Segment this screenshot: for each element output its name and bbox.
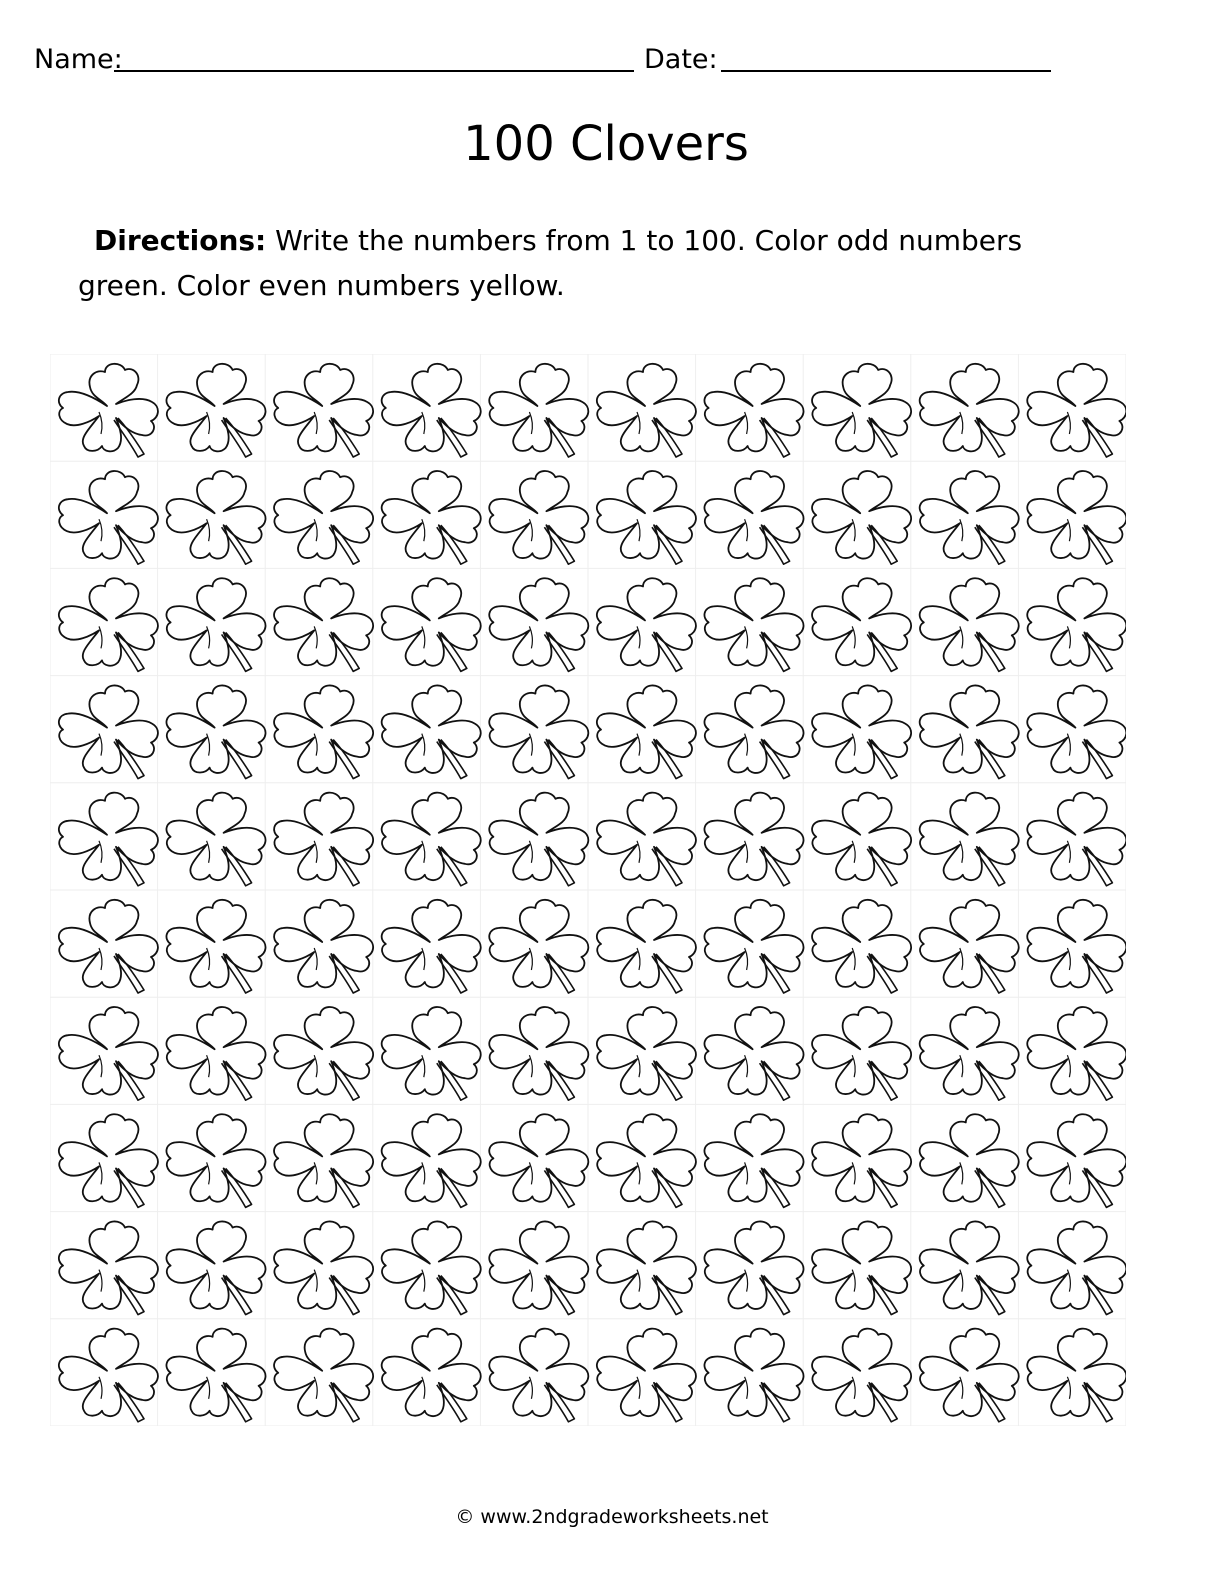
clover-icon[interactable]: [812, 685, 911, 778]
clover-icon[interactable]: [920, 900, 1019, 993]
clover-icon[interactable]: [59, 1007, 158, 1100]
clover-icon[interactable]: [597, 793, 696, 886]
clover-icon[interactable]: [704, 1007, 803, 1100]
clover-icon[interactable]: [704, 1114, 803, 1207]
clover-icon[interactable]: [166, 685, 265, 778]
clover-icon[interactable]: [489, 578, 588, 671]
clover-icon[interactable]: [597, 471, 696, 564]
clover-icon[interactable]: [59, 364, 158, 457]
clover-icon[interactable]: [812, 900, 911, 993]
clover-grid: [50, 354, 1126, 1426]
clover-icon[interactable]: [489, 793, 588, 886]
clover-icon[interactable]: [597, 1007, 696, 1100]
clover-icon[interactable]: [489, 1221, 588, 1314]
clover-icon[interactable]: [166, 1329, 265, 1422]
clover-icon[interactable]: [59, 1114, 158, 1207]
directions: [78, 218, 1088, 308]
clover-icon[interactable]: [920, 1329, 1019, 1422]
name-label: Name:: [34, 44, 123, 75]
clover-icon[interactable]: [812, 578, 911, 671]
clover-icon[interactable]: [274, 685, 373, 778]
clover-icon[interactable]: [489, 1007, 588, 1100]
clover-icon[interactable]: [489, 1329, 588, 1422]
clover-icon[interactable]: [166, 578, 265, 671]
clover-icon[interactable]: [704, 578, 803, 671]
clover-icon[interactable]: [59, 900, 158, 993]
clover-icon[interactable]: [704, 1329, 803, 1422]
clover-icon[interactable]: [274, 900, 373, 993]
clover-icon[interactable]: [166, 1114, 265, 1207]
clover-icon[interactable]: [382, 1114, 481, 1207]
clover-icon[interactable]: [489, 364, 588, 457]
clover-icon[interactable]: [382, 685, 481, 778]
clover-icon[interactable]: [812, 1007, 911, 1100]
clover-icon[interactable]: [1027, 364, 1126, 457]
clover-icon[interactable]: [597, 364, 696, 457]
clover-icon[interactable]: [382, 471, 481, 564]
clover-icon[interactable]: [920, 1221, 1019, 1314]
clover-icon[interactable]: [812, 471, 911, 564]
clover-icon[interactable]: [812, 793, 911, 886]
clover-icon[interactable]: [166, 471, 265, 564]
clover-icon[interactable]: [704, 900, 803, 993]
date-label: Date:: [644, 44, 718, 75]
clover-icon[interactable]: [812, 364, 911, 457]
clover-icon[interactable]: [920, 793, 1019, 886]
copyright-footer: © www.2ndgradeworksheets.net: [455, 1506, 769, 1528]
clover-icon[interactable]: [166, 793, 265, 886]
clover-icon[interactable]: [1027, 1114, 1126, 1207]
clover-icon[interactable]: [274, 1329, 373, 1422]
clover-icon[interactable]: [166, 364, 265, 457]
clover-icon[interactable]: [1027, 471, 1126, 564]
clover-icon[interactable]: [597, 1114, 696, 1207]
clover-icon[interactable]: [274, 1007, 373, 1100]
clover-icon[interactable]: [1027, 685, 1126, 778]
clover-icon[interactable]: [704, 471, 803, 564]
clover-icon[interactable]: [59, 578, 158, 671]
clover-icon[interactable]: [812, 1114, 911, 1207]
directions-text: Write the numbers from 1 to 100. Color odd numbers green. Color even numbers yellow.: [78, 224, 1023, 302]
clover-icon[interactable]: [382, 900, 481, 993]
clover-icon[interactable]: [59, 793, 158, 886]
clover-icon[interactable]: [166, 900, 265, 993]
clover-icon[interactable]: [489, 900, 588, 993]
clover-icon[interactable]: [489, 1114, 588, 1207]
clover-icon[interactable]: [1027, 578, 1126, 671]
clover-icon[interactable]: [382, 1007, 481, 1100]
clover-icon[interactable]: [1027, 793, 1126, 886]
clover-icon[interactable]: [920, 1114, 1019, 1207]
clover-icon[interactable]: [597, 685, 696, 778]
clover-icon[interactable]: [274, 1221, 373, 1314]
clover-icon[interactable]: [812, 1329, 911, 1422]
clover-icon[interactable]: [274, 471, 373, 564]
clover-icon[interactable]: [274, 793, 373, 886]
clover-icon[interactable]: [382, 793, 481, 886]
clover-icon[interactable]: [920, 685, 1019, 778]
clover-icon[interactable]: [59, 471, 158, 564]
clover-icon[interactable]: [597, 1329, 696, 1422]
clover-icon[interactable]: [704, 1221, 803, 1314]
clover-icon[interactable]: [920, 471, 1019, 564]
clover-icon[interactable]: [597, 900, 696, 993]
clover-icon[interactable]: [382, 364, 481, 457]
clover-icon[interactable]: [812, 1221, 911, 1314]
clover-icon[interactable]: [489, 685, 588, 778]
clover-icon[interactable]: [597, 1221, 696, 1314]
clover-icon[interactable]: [1027, 1329, 1126, 1422]
clover-icon[interactable]: [274, 1114, 373, 1207]
directions-label: Directions:: [94, 224, 267, 257]
clover-icon[interactable]: [597, 578, 696, 671]
clover-icon[interactable]: [382, 1329, 481, 1422]
clover-icon[interactable]: [59, 1329, 158, 1422]
clover-icon[interactable]: [920, 578, 1019, 671]
clover-icon[interactable]: [920, 364, 1019, 457]
clover-icon[interactable]: [166, 1221, 265, 1314]
clover-icon[interactable]: [704, 364, 803, 457]
date-field[interactable]: [721, 70, 1051, 72]
clover-icon[interactable]: [382, 1221, 481, 1314]
clover-icon[interactable]: [920, 1007, 1019, 1100]
clover-icon[interactable]: [489, 471, 588, 564]
worksheet-title: 100 Clovers: [463, 116, 749, 172]
clover-icon[interactable]: [274, 364, 373, 457]
clover-icon[interactable]: [59, 685, 158, 778]
clover-icon[interactable]: [166, 1007, 265, 1100]
name-field[interactable]: [114, 70, 634, 72]
clover-icon[interactable]: [1027, 1221, 1126, 1314]
clover-icon[interactable]: [704, 685, 803, 778]
clover-icon[interactable]: [59, 1221, 158, 1314]
clover-icon[interactable]: [274, 578, 373, 671]
clover-icon[interactable]: [704, 793, 803, 886]
clover-icon[interactable]: [1027, 1007, 1126, 1100]
clover-grid-svg: [50, 354, 1126, 1426]
clover-icon[interactable]: [1027, 900, 1126, 993]
clover-icon[interactable]: [382, 578, 481, 671]
